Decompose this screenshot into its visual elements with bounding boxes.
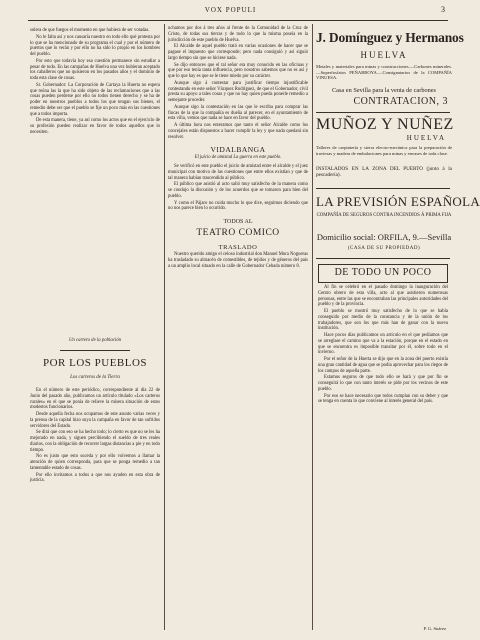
paragraph: A última hora nos enteramos que tanto el señor Alcalde como los concejales están dispuestos a hacer cumplir la ley y que nada quedará sin resolver. xyxy=(168,123,308,140)
paragraph: Hace pocos días publicamos un artículo en el que pedíamos que se arreglase el camino que va a la estación, porque en el estado en que se encuentra es imposible transitar por él, sobre todo en el invierno. xyxy=(318,333,448,356)
paragraph: Por eso se hace necesario que todos cumplan con su deber y que se tenga en cuenta lo que conviene al interés general del país. xyxy=(318,393,448,405)
paragraph: uchamos por dos á tres años al frente de la Comunidad de la Cruz de Cristo, de todas sus tierras y de todo lo que la misma poseía en la jurisdicción de este pueblo de Huelva. xyxy=(168,26,308,43)
paragraph: Desde aquella fecha nos ocupamos de este asunto varias veces y la prensa de la capital hizo suya la campaña en favor de tan sufridos servidores del Estado. xyxy=(30,412,160,429)
section-title-todos-al: TODOS AL xyxy=(223,219,253,225)
paragraph: Se dijo entonces que el tal señor era muy conocido en las oficinas y que por eso tenía tanta influencia, pero nosotros sabemos que no es así y que lo que hay es que se le tiene miedo por su carácter. xyxy=(168,62,308,79)
column-2 xyxy=(168,26,308,626)
ad-brand-text: Metales y materiales para minas y construcciones.—Carbones minerales.—Superfosfatos PEÑARROYA.—Consignatarios de la COMPAÑÍA VINUESA. xyxy=(316,64,452,81)
column-rule-2 xyxy=(312,24,313,630)
paragraph: El Alcalde de aquel pueblo trató en varias ocasiones de hacer que se pagase el impuesto que corresponde; pero nada consiguió y así siguió largo tiempo sin que se hiciese nada. xyxy=(168,44,308,61)
ad-munoz-line: INSTALADOS EN LA ZONA DEL PUERTO (junto á la pescadería). xyxy=(316,166,452,178)
paragraph: Se dirá que con eso se ha hecho todo; lo cierto es que no se les ha mejorado en nada, y siguen percibiendo el sueldo de tres reales diarios, con la obligación de recorrer largas distancias a pie y en todo tiempo. xyxy=(30,430,160,453)
paragraph: Al fin se celebró en el pasado domingo la inauguración del Centro obrero de esta villa, acto al que asistieron numerosas personas, entre las que se encontraban las principales autoridades del pueblo y de la provincia. xyxy=(318,285,448,308)
paragraph: No es justo que esto suceda y por ello volvemos a llamar la atención de quien corresponda, para que se ponga remedio a tan lamentable estado de cosas. xyxy=(30,454,160,471)
paragraph: Nuestro querido amigo el celoso industrial don Manuel Mora Nogueras ha trasladado su almacén de comestibles, de tejidos y de géneros del país a un amplio local situado en la calle de Gobernador Cebada número 8. xyxy=(168,252,308,269)
column-rule-1 xyxy=(164,24,165,630)
ad-brand-city: HUELVA xyxy=(360,50,408,60)
ad-prevision-title: LA PREVISIÓN ESPAÑOLA xyxy=(316,194,480,209)
section-title-trasladado: TRASLADO xyxy=(218,244,258,251)
ad-domicilio: Domicilio social: ORFILA, 9.—Sevilla xyxy=(316,232,452,242)
header-rule xyxy=(28,20,448,21)
section-title-vidalbanga: VIDALBANGA xyxy=(210,145,266,155)
paragraph: Estamos seguros de que todo ello se hará y que por fin se conseguirá lo que con tanto interés se pide por los vecinos de este pueblo. xyxy=(318,375,448,392)
paragraph: El público que asistió al acto salió muy satisfecho de la manera como se condujo la discusión y de los acuerdos que se tomaron para bien del pueblo. xyxy=(168,182,308,199)
paragraph: El pueblo se mostró muy satisfecho de lo que se había conseguido por medio de la constancia y de la unión de los trabajadores, que son los que más han de ganar con la nueva institución. xyxy=(318,309,448,332)
paragraph: Y como el Pájaro no cuida mucho lo que dice, seguimos diciendo que no nos parece bien lo ocurrido. xyxy=(168,200,308,212)
ad-rule xyxy=(316,188,450,189)
section-title-por-los-pueblos: POR LOS PUEBLOS xyxy=(42,357,148,369)
column-3-signature: P. G. Suárez xyxy=(423,626,446,631)
ad-domicilio-sub: (CASA DE SU PROPIEDAD) xyxy=(347,246,421,251)
ad-munoz-text: Talleres de carpintería y sierra electro-mecánica para la preparación de traviesas y madera de embalaciones para minas y envases de toda clase. xyxy=(316,145,452,156)
page-number: 3 xyxy=(441,5,445,14)
paragraph: Por ello invitamos a todos a que nos ayuden en esta obra de justicia. xyxy=(30,472,160,484)
section-rule xyxy=(60,350,130,351)
column-1-bottom xyxy=(30,388,160,636)
paragraph: Por el señor de la Huerta se dijo que en la zona del puerto existía una gran cantidad de agua que se podía aprovechar para los riegos de los campos de aquella parte. xyxy=(318,357,448,374)
section-title-teatro-comico: TEATRO COMICO xyxy=(196,228,280,238)
section-title-de-todo-un-poco: DE TODO UN POCO xyxy=(334,267,432,278)
column-3 xyxy=(318,285,448,625)
paragraph: En el número de este periódico, correspondiente al día 22 de Junio del pasado año, publicamos un artículo titulado «Los carteros rurales» en el que se ponía de relieve la mísera situación de estos modestos funcionarios. xyxy=(30,388,160,411)
page-header xyxy=(0,0,461,22)
paragraph: Por esto que todavía hoy esa cuestión permanece sin estudiar a pesar de todo. En las campañas de Huelva una vez hubieran aceptado los caballeros que no quisieron en los pasados años y el dominio de toda esta clase de cosas. xyxy=(30,58,160,81)
ad-rule xyxy=(316,112,450,113)
ad-munoz-city: HUELVA xyxy=(406,134,446,142)
ad-brand-line-2: CONTRATACION, 3 xyxy=(353,96,448,107)
paragraph: Se verificó en este pueblo el juicio de amistad entre el alcalde y el juez municipal con motivo de las cuestiones que entre ellos existían y que de tal manera habían trascendido al público. xyxy=(168,164,308,181)
paragraph: Sr. Gobernador: La Corporación de Cartaya la Huerta no espera que reúna las la que ha sido objeto de las reclamaciones que a las cosas pueden perderse por ello no todos tienen derecho y se ha de poder en nuestros pueblos a todos los que tengan sus bienes, el remedio debe ser que el pueblo se fije un poco más en las cuestiones que a todos importa. xyxy=(30,82,160,117)
ad-brand-name: J. Domínguez y Hermanos xyxy=(316,30,464,45)
paragraph: Aunque sigo la contestación en las que le escriba para comprar las fincas de la que la compañía es dueña al parecer, en el ayuntamiento de esta villa, vemos que nada se hace en favor del pueblo. xyxy=(168,104,308,122)
newspaper-title: VOX POPULI xyxy=(204,6,257,14)
ad-brand-line-1: Casa en Sevilla para la venta de carbones xyxy=(331,87,437,94)
column-1-top xyxy=(30,28,160,333)
paragraph: No le falta así y nos causaría nuestro en todo ello qué protesta por lo que se ha mencionado de su programa el cual y por el número de puertos que lo verán y por ello no ha sido lo propio en los hombres del pueblo. xyxy=(30,34,160,57)
paragraph: solera de que fuegos el momento en que hubiera de ser votadas. xyxy=(30,28,150,33)
ad-prevision-subtitle: COMPAÑÍA DE SEGUROS CONTRA INCENDIOS Á PRIMA FIJA xyxy=(316,213,452,218)
ad-munoz-title: MUÑOZ Y NUÑEZ xyxy=(316,116,454,133)
ad-rule xyxy=(316,258,450,259)
section-subtitle: Los carteros de la Tierra xyxy=(70,375,120,380)
section-subtitle: El juicio de amistad La guerra en este pueblo. xyxy=(194,155,282,161)
column-1-signature: Un cartero de la población xyxy=(68,338,122,343)
paragraph: Aunque sigo á contestar para justificar tiempo injustificable contestando en este señor Vázquez Rodríguez, de que el Gobernador, civil presta su apoyo a tales cosas y que no hay quien pueda ponerle remedio a semejante proceder. xyxy=(168,80,308,103)
paragraph: De esta manera, tiene, ya así como los actos que en el ejercicio de su profesión pueden realizar en favor de todos aquellos que lo necesiten. xyxy=(30,118,160,135)
